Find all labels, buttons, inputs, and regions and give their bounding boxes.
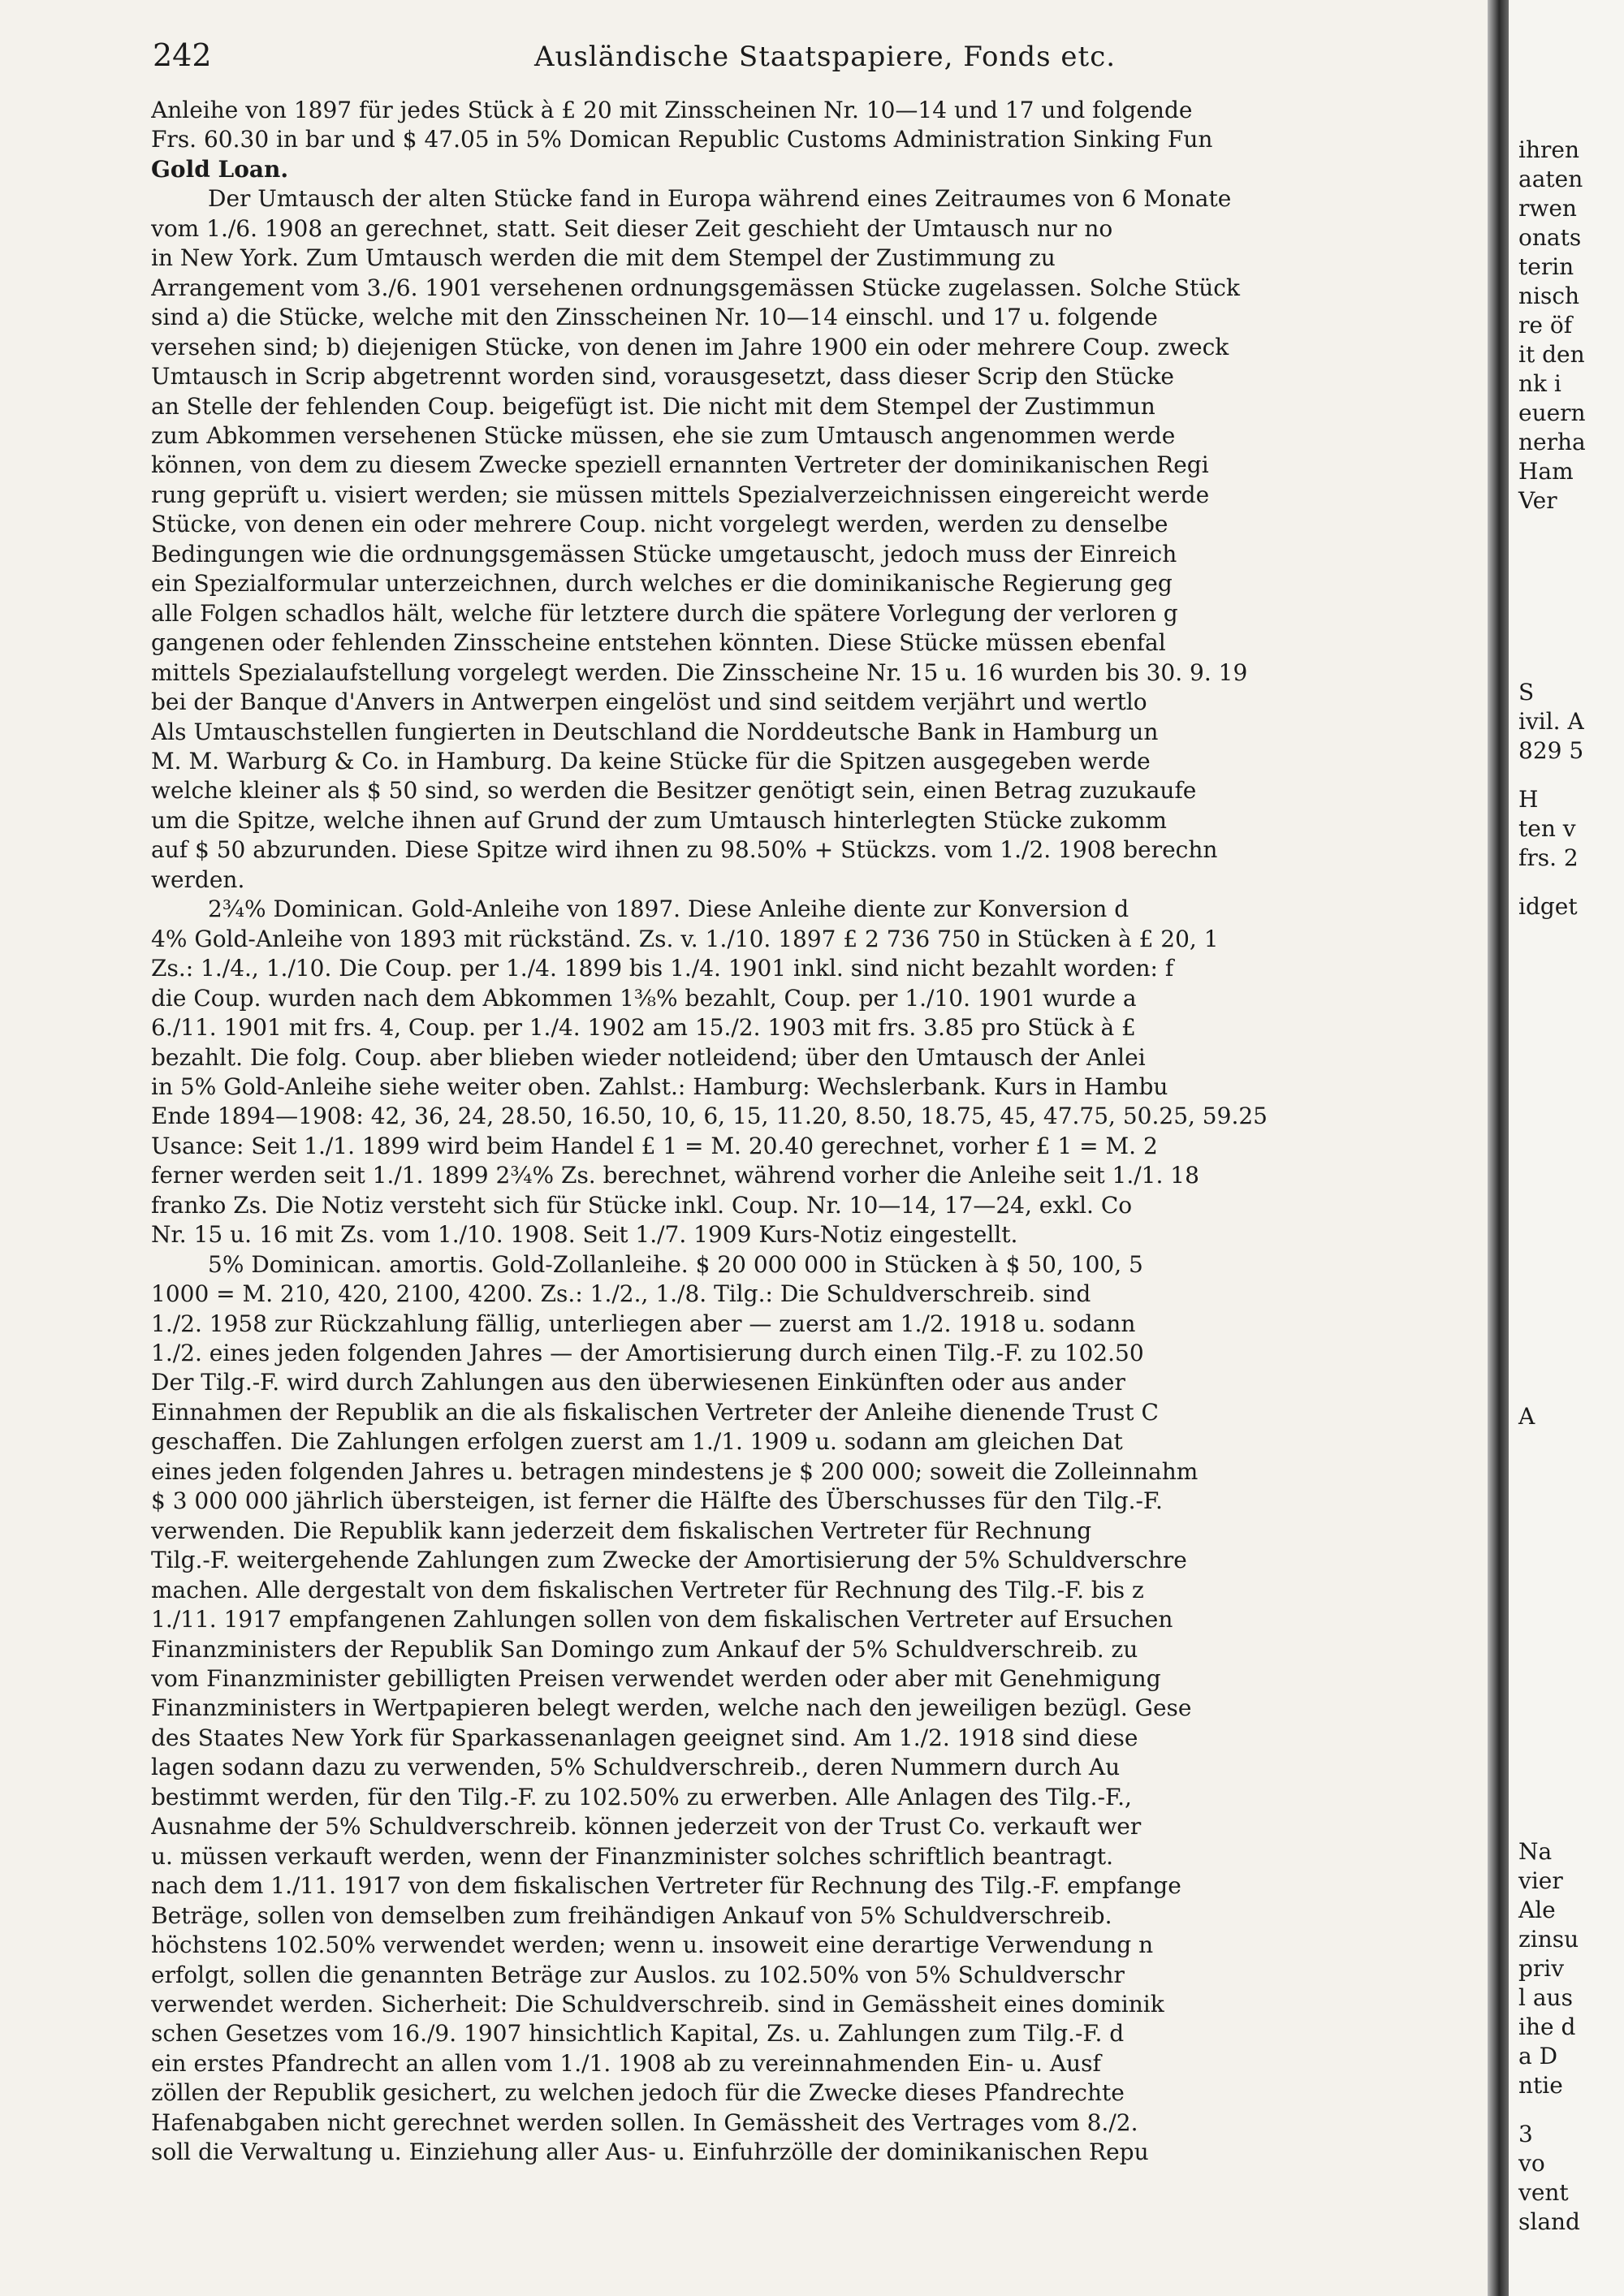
page-fragment: vent xyxy=(1518,2179,1569,2206)
page-fragment: a D xyxy=(1518,2043,1558,2069)
text-line: Anleihe von 1897 für jedes Stück à £ 20 mit Zinsscheinen Nr. 10—14 und 17 und folgende xyxy=(151,97,1193,123)
page-fragment: vier xyxy=(1518,1867,1563,1894)
page-fragment: nisch xyxy=(1518,283,1580,309)
text-line: Der Umtausch der alten Stücke fand in Europa während eines Zeitraumes von 6 Monate xyxy=(208,185,1232,213)
main-text-column xyxy=(151,96,1453,2288)
text-line: 1./2. 1958 zur Rückzahlung fällig, unterliegen aber — zuerst am 1./2. 1918 u. sodann xyxy=(151,1310,1136,1337)
text-line: Ende 1894—1908: 42, 36, 24, 28.50, 16.50, 10, 6, 15, 11.20, 8.50, 18.75, 45, 47.75, 50.25, 59.25 xyxy=(151,1103,1268,1130)
page-fragment: ten v xyxy=(1518,815,1576,842)
page-fragment: onats xyxy=(1518,224,1582,251)
text-line: Gold Loan. xyxy=(151,155,289,183)
page-fragment: 3 xyxy=(1518,2121,1533,2147)
text-line: Der Tilg.-F. wird durch Zahlungen aus den überwiesenen Einkünften oder aus ander xyxy=(151,1369,1125,1396)
text-line: Beträge, sollen von demselben zum freihändigen Ankauf von 5% Schuldverschreib. xyxy=(151,1901,1112,1929)
text-line: schen Gesetzes vom 16./9. 1907 hinsichtlich Kapital, Zs. u. Zahlungen zum Tilg.-F. d xyxy=(151,2020,1125,2048)
text-line: Finanzministers der Republik San Domingo zum Ankauf der 5% Schuldverschreib. zu xyxy=(151,1635,1138,1663)
text-line: franko Zs. Die Notiz versteht sich für Stücke inkl. Coup. Nr. 10—14, 17—24, exkl. Co xyxy=(151,1191,1133,1219)
page-header xyxy=(153,37,1468,86)
page-fragment: rwen xyxy=(1518,195,1577,222)
text-line: ein erstes Pfandrecht an allen vom 1./1. 1908 ab zu vereinnahmenden Ein- u. Ausf xyxy=(151,2049,1101,2077)
text-line: ferner werden seit 1./1. 1899 2¾% Zs. berechnet, während vorher die Anleihe seit 1./1. 18 xyxy=(151,1162,1199,1189)
book-gutter xyxy=(1488,0,1509,2296)
page-fragment: it den xyxy=(1518,341,1585,368)
text-line: eines jeden folgenden Jahres u. betragen mindestens je $ 200 000; soweit die Zolleinnahm xyxy=(151,1457,1199,1485)
text-line: 6./11. 1901 mit frs. 4, Coup. per 1./4. 1902 am 15./2. 1903 mit frs. 3.85 pro Stück à £ xyxy=(151,1014,1136,1042)
text-line: alle Folgen schadlos hält, welche für letztere durch die spätere Vorlegung der verloren g xyxy=(151,599,1178,627)
text-line: 1./2. eines jeden folgenden Jahres — der Amortisierung durch einen Tilg.-F. zu 102.50 xyxy=(151,1340,1144,1367)
page-number: 242 xyxy=(153,37,212,73)
text-line: Frs. 60.30 in bar und $ 47.05 in 5% Domican Republic Customs Administration Sinking Fun xyxy=(151,126,1213,153)
text-line: 1./11. 1917 empfangenen Zahlungen sollen von dem fiskalischen Vertreter auf Ersuchen xyxy=(151,1606,1173,1634)
text-line: bestimmt werden, für den Tilg.-F. zu 102.50% zu erwerben. Alle Anlagen des Tilg.-F., xyxy=(151,1783,1132,1810)
text-line: geschaffen. Die Zahlungen erfolgen zuerst am 1./1. 1909 u. sodann am gleichen Dat xyxy=(151,1428,1123,1456)
page-fragment: S xyxy=(1518,679,1535,706)
text-line: welche kleiner als $ 50 sind, so werden die Besitzer genötigt sein, einen Betrag zuzukaufe xyxy=(151,777,1197,805)
running-title: Ausländische Staatspapiere, Fonds etc. xyxy=(534,41,1116,73)
text-line: in New York. Zum Umtausch werden die mit dem Stempel der Zustimmung zu xyxy=(151,244,1056,272)
text-line: Finanzministers in Wertpapieren belegt werden, welche nach den jeweiligen bezügl. Gese xyxy=(151,1694,1192,1722)
text-line: sind a) die Stücke, welche mit den Zinsscheinen Nr. 10—14 einschl. und 17 u. folgende xyxy=(151,304,1158,331)
page-fragment: ivil. A xyxy=(1518,708,1584,735)
text-line: Hafenabgaben nicht gerechnet werden sollen. In Gemässheit des Vertrages vom 8./2. xyxy=(151,2108,1138,2136)
text-line: rung geprüft u. visiert werden; sie müssen mittels Spezialverzeichnissen eingereicht werde xyxy=(151,481,1210,508)
text-line: nach dem 1./11. 1917 von dem fiskalischen Vertreter für Rechnung des Tilg.-F. empfange xyxy=(151,1872,1181,1900)
page-fragment: sland xyxy=(1518,2208,1580,2235)
page-fragment: idget xyxy=(1518,893,1578,920)
page-fragment: terin xyxy=(1518,253,1574,280)
page-fragment: re öf xyxy=(1518,312,1573,339)
text-line: verwendet werden. Sicherheit: Die Schuldverschreib. sind in Gemässheit eines dominik xyxy=(151,1991,1164,2018)
text-line: an Stelle der fehlenden Coup. beigefügt ist. Die nicht mit dem Stempel der Zustimmun xyxy=(151,392,1155,420)
text-line: Arrangement vom 3./6. 1901 versehenen ordnungsgemässen Stücke zugelassen. Solche Stück xyxy=(151,274,1240,301)
page-fragment: Ver xyxy=(1518,487,1557,514)
text-line: des Staates New York für Sparkassenanlagen geeignet sind. Am 1./2. 1918 sind diese xyxy=(151,1724,1138,1751)
page-fragment: ihe d xyxy=(1518,2013,1576,2040)
page-fragment: euern xyxy=(1518,399,1586,426)
text-line: Stücke, von denen ein oder mehrere Coup. nicht vorgelegt werden, werden zu denselbe xyxy=(151,511,1168,538)
text-line: Einnahmen der Republik an die als fiskalischen Vertreter der Anleihe dienende Trust C xyxy=(151,1398,1159,1426)
text-line: bei der Banque d'Anvers in Antwerpen eingelöst und sind seitdem verjährt und wertlo xyxy=(151,688,1147,716)
text-line: Zs.: 1./4., 1./10. Die Coup. per 1./4. 1899 bis 1./4. 1901 inkl. sind nicht bezahlt worden: f xyxy=(151,955,1174,982)
page-fragment: zinsu xyxy=(1518,1926,1579,1953)
text-line: um die Spitze, welche ihnen auf Grund der zum Umtausch hinterlegten Stücke zukomm xyxy=(151,806,1167,834)
text-line: auf $ 50 abzurunden. Diese Spitze wird ihnen zu 98.50% + Stückzs. vom 1./2. 1908 berechn xyxy=(151,836,1218,864)
text-line: $ 3 000 000 jährlich übersteigen, ist ferner die Hälfte des Überschusses für den Tilg.-F. xyxy=(151,1487,1163,1515)
page-fragment: ihren xyxy=(1518,136,1579,163)
text-line: können, von dem zu diesem Zwecke speziell ernannten Vertreter der dominikanischen Regi xyxy=(151,451,1209,479)
text-line: 4% Gold-Anleihe von 1893 mit rückständ. Zs. v. 1./10. 1897 £ 2 736 750 in Stücken à £ 20, 1 xyxy=(151,925,1219,952)
page-fragment: Na xyxy=(1518,1838,1553,1865)
page-fragment: 829 5 xyxy=(1518,737,1584,764)
text-line: werden. xyxy=(151,865,245,893)
text-line: M. M. Warburg & Co. in Hamburg. Da keine Stücke für die Spitzen ausgegeben werde xyxy=(151,747,1151,775)
text-line: mittels Spezialaufstellung vorgelegt werden. Die Zinsscheine Nr. 15 u. 16 wurden bis 30. 9. 19 xyxy=(151,658,1248,686)
page-fragment: nk i xyxy=(1518,370,1561,397)
text-line: 1000 = M. 210, 420, 2100, 4200. Zs.: 1./2., 1./8. Tilg.: Die Schuldverschreib. sind xyxy=(151,1280,1091,1308)
text-line: vom 1./6. 1908 an gerechnet, statt. Seit dieser Zeit geschieht der Umtausch nur no xyxy=(151,214,1113,242)
page-fragment: vo xyxy=(1518,2150,1545,2177)
page-fragment: priv xyxy=(1518,1955,1565,1982)
text-line: gangenen oder fehlenden Zinsscheine entstehen könnten. Diese Stücke müssen ebenfal xyxy=(151,629,1166,657)
section-heading-line: 5% Dominican. amortis. Gold-Zollanleihe. $ 20 000 000 in Stücken à $ 50, 100, 5 xyxy=(208,1250,1143,1278)
text-line: die Coup. wurden nach dem Abkommen 1⅜% bezahlt, Coup. per 1./10. 1901 wurde a xyxy=(151,984,1137,1012)
page-fragment: ntie xyxy=(1518,2072,1563,2099)
page-fragment: H xyxy=(1518,786,1539,813)
section-heading-line: 2¾% Dominican. Gold-Anleihe von 1897. Diese Anleihe diente zur Konversion d xyxy=(208,896,1129,923)
text-line: versehen sind; b) diejenigen Stücke, von denen im Jahre 1900 ein oder mehrere Coup. zweck xyxy=(151,333,1229,360)
text-line: soll die Verwaltung u. Einziehung aller Aus- u. Einfuhrzölle der dominikanischen Repu xyxy=(151,2138,1149,2166)
text-line: zöllen der Republik gesichert, zu welchen jedoch für die Zwecke dieses Pfandrechte xyxy=(151,2079,1125,2107)
text-line: Nr. 15 u. 16 mit Zs. vom 1./10. 1908. Seit 1./7. 1909 Kurs-Notiz eingestellt. xyxy=(151,1221,1018,1249)
page-fragment: Ham xyxy=(1518,458,1574,485)
text-line: machen. Alle dergestalt von dem fiskalischen Vertreter für Rechnung des Tilg.-F. bis z xyxy=(151,1576,1144,1603)
text-line: erfolgt, sollen die genannten Beträge zur Auslos. zu 102.50% von 5% Schuldverschr xyxy=(151,1961,1125,1988)
text-line: Ausnahme der 5% Schuldverschreib. können jederzeit von der Trust Co. verkauft wer xyxy=(151,1813,1142,1841)
text-line: verwenden. Die Republik kann jederzeit dem fiskalischen Vertreter für Rechnung xyxy=(151,1517,1092,1544)
page-fragment: frs. 2 xyxy=(1518,844,1579,871)
text-line: Als Umtauschstellen fungierten in Deutschland die Norddeutsche Bank in Hamburg un xyxy=(151,718,1159,745)
page-fragment: l aus xyxy=(1518,1984,1573,2011)
text-line: vom Finanzminister gebilligten Preisen verwendet werden oder aber mit Genehmigung xyxy=(151,1665,1161,1693)
text-line: zum Abkommen versehenen Stücke müssen, ehe sie zum Umtausch angenommen werde xyxy=(151,421,1176,449)
text-line: bezahlt. Die folg. Coup. aber blieben wieder notleidend; über den Umtausch der Anlei xyxy=(151,1043,1146,1071)
text-line: Umtausch in Scrip abgetrennt worden sind, vorausgesetzt, dass dieser Scrip den Stücke xyxy=(151,363,1174,391)
page-fragment: A xyxy=(1518,1403,1535,1430)
page-fragment: aaten xyxy=(1518,166,1583,192)
text-line: lagen sodann dazu zu verwenden, 5% Schuldverschreib., deren Nummern durch Au xyxy=(151,1754,1121,1781)
text-line: Usance: Seit 1./1. 1899 wird beim Handel £ 1 = M. 20.40 gerechnet, vorher £ 1 = M. 2 xyxy=(151,1132,1158,1159)
text-line: ein Spezialformular unterzeichnen, durch welches er die dominikanische Regierung geg xyxy=(151,570,1173,598)
text-line: Tilg.-F. weitergehende Zahlungen zum Zwecke der Amortisierung der 5% Schuldverschre xyxy=(151,1547,1187,1574)
text-line: in 5% Gold-Anleihe siehe weiter oben. Zahlst.: Hamburg: Wechslerbank. Kurs in Hambu xyxy=(151,1072,1168,1100)
page-fragment: Ale xyxy=(1518,1897,1556,1923)
page-fragment: nerha xyxy=(1518,429,1586,455)
text-line: höchstens 102.50% verwendet werden; wenn u. insoweit eine derartige Verwendung n xyxy=(151,1931,1154,1959)
adjacent-page-strip xyxy=(1509,0,1624,2296)
text-line: u. müssen verkauft werden, wenn der Finanzminister solches schriftlich beantragt. xyxy=(151,1842,1113,1870)
text-line: Bedingungen wie die ordnungsgemässen Stücke umgetauscht, jedoch muss der Einreich xyxy=(151,540,1177,568)
